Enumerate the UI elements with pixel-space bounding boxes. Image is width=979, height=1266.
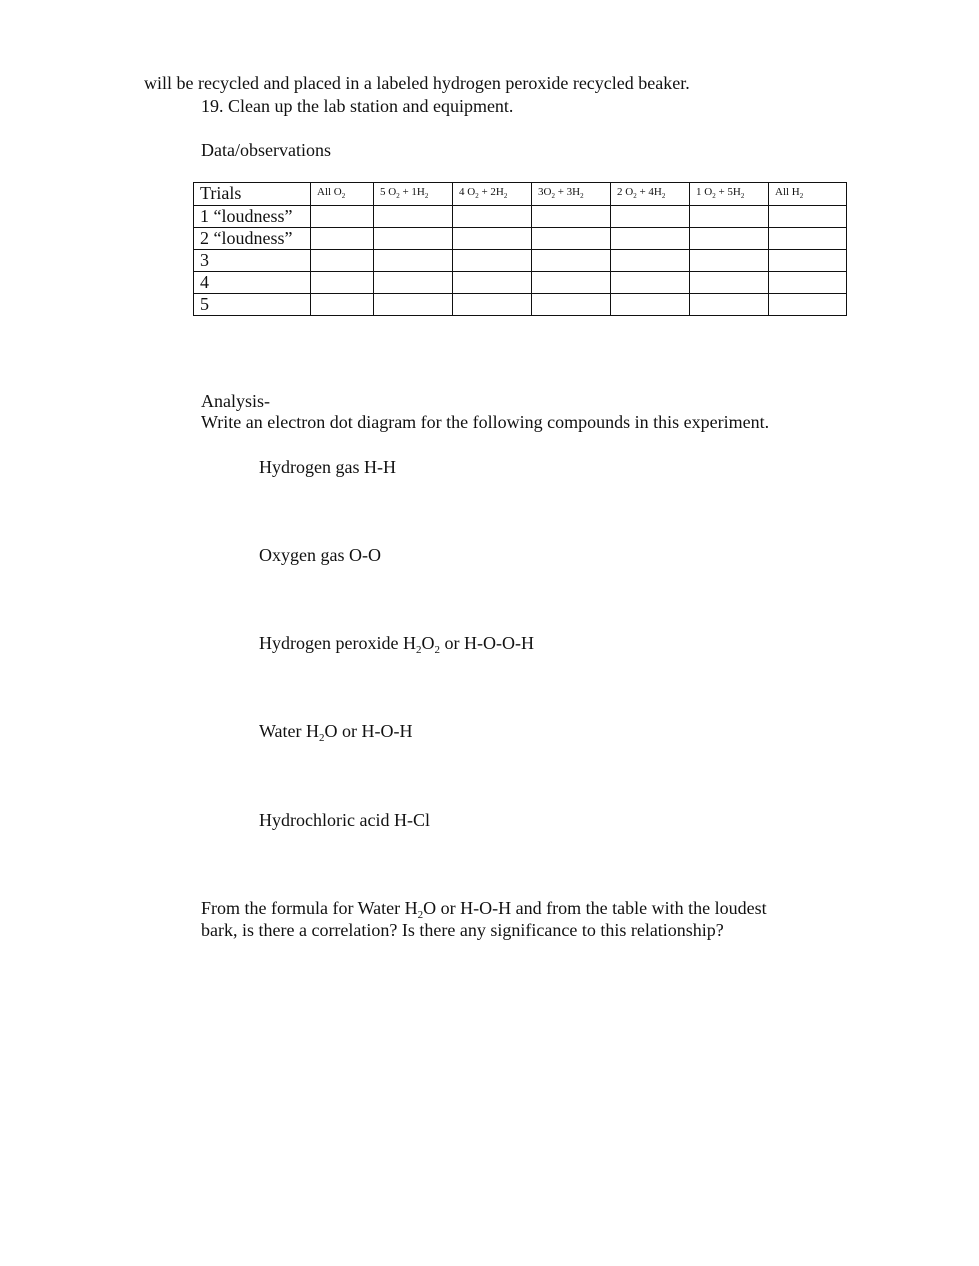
analysis-heading: Analysis- — [201, 391, 270, 411]
data-cell — [769, 206, 847, 228]
compound-hydrogen-gas: Hydrogen gas H-H — [259, 457, 396, 477]
column-header: All $O_2$ — [311, 183, 374, 206]
trial-label: 4 — [194, 272, 311, 294]
compound-water: Water $H_2O$ or H-O-H — [259, 721, 413, 744]
data-cell — [453, 250, 532, 272]
data-cell — [611, 228, 690, 250]
table-row — [194, 294, 847, 316]
column-header: 4 $O_2 + 2H_2$ — [453, 183, 532, 206]
data-cell — [453, 294, 532, 316]
data-cell — [311, 206, 374, 228]
correlation-question-line-2: bark, is there a correlation? Is there any significance to this relationship? — [201, 920, 724, 940]
data-cell — [611, 294, 690, 316]
data-cell — [311, 294, 374, 316]
data-cell — [769, 294, 847, 316]
data-cell — [690, 250, 769, 272]
procedure-step-19: 19. Clean up the lab station and equipment. — [201, 96, 514, 116]
trial-label: 3 — [194, 250, 311, 272]
data-cell — [611, 206, 690, 228]
data-cell — [769, 228, 847, 250]
data-cell — [690, 272, 769, 294]
trial-label: 5 — [194, 294, 311, 316]
data-cell — [374, 272, 453, 294]
data-cell — [690, 228, 769, 250]
data-cell — [453, 206, 532, 228]
data-cell — [374, 294, 453, 316]
table-row — [194, 250, 847, 272]
trial-label: 1 “loudness” — [194, 206, 311, 228]
data-heading: Data/observations — [201, 140, 331, 160]
data-cell — [611, 250, 690, 272]
data-cell — [374, 250, 453, 272]
data-cell — [769, 272, 847, 294]
compound-oxygen-gas: Oxygen gas O-O — [259, 545, 381, 565]
column-header: 1 $O_2 + 5H_2$ — [690, 183, 769, 206]
table-corner-trials: Trials — [194, 183, 311, 206]
procedure-continuation: will be recycled and placed in a labeled hydrogen peroxide recycled beaker. — [144, 73, 690, 93]
data-cell — [311, 272, 374, 294]
data-cell — [374, 228, 453, 250]
compound-hydrochloric-acid: Hydrochloric acid H-Cl — [259, 810, 430, 830]
data-cell — [453, 228, 532, 250]
data-cell — [532, 250, 611, 272]
data-table — [193, 182, 847, 316]
data-cell — [611, 272, 690, 294]
data-cell — [532, 206, 611, 228]
correlation-question-line-1: From the formula for Water $H_2O$ or H-O-H and from the table with the loudest — [201, 898, 767, 921]
data-cell — [311, 228, 374, 250]
data-cell — [532, 294, 611, 316]
table-row — [194, 206, 847, 228]
column-header: 5 $O_2 + 1H_2$ — [374, 183, 453, 206]
trial-label: 2 “loudness” — [194, 228, 311, 250]
analysis-instruction: Write an electron dot diagram for the following compounds in this experiment. — [201, 412, 770, 432]
data-cell — [690, 206, 769, 228]
data-cell — [532, 228, 611, 250]
data-cell — [311, 250, 374, 272]
data-cell — [769, 250, 847, 272]
column-header: 2 $O_2 + 4H_2$ — [611, 183, 690, 206]
data-cell — [453, 272, 532, 294]
table-row — [194, 272, 847, 294]
column-header: All $H_2$ — [769, 183, 847, 206]
column-header: $3O_2 + 3H_2$ — [532, 183, 611, 206]
compound-hydrogen-peroxide: Hydrogen peroxide $H_2O_2$ or H-O-O-H — [259, 633, 534, 656]
data-cell — [690, 294, 769, 316]
data-cell — [374, 206, 453, 228]
data-cell — [532, 272, 611, 294]
table-row — [194, 228, 847, 250]
table-header-row — [194, 183, 847, 206]
